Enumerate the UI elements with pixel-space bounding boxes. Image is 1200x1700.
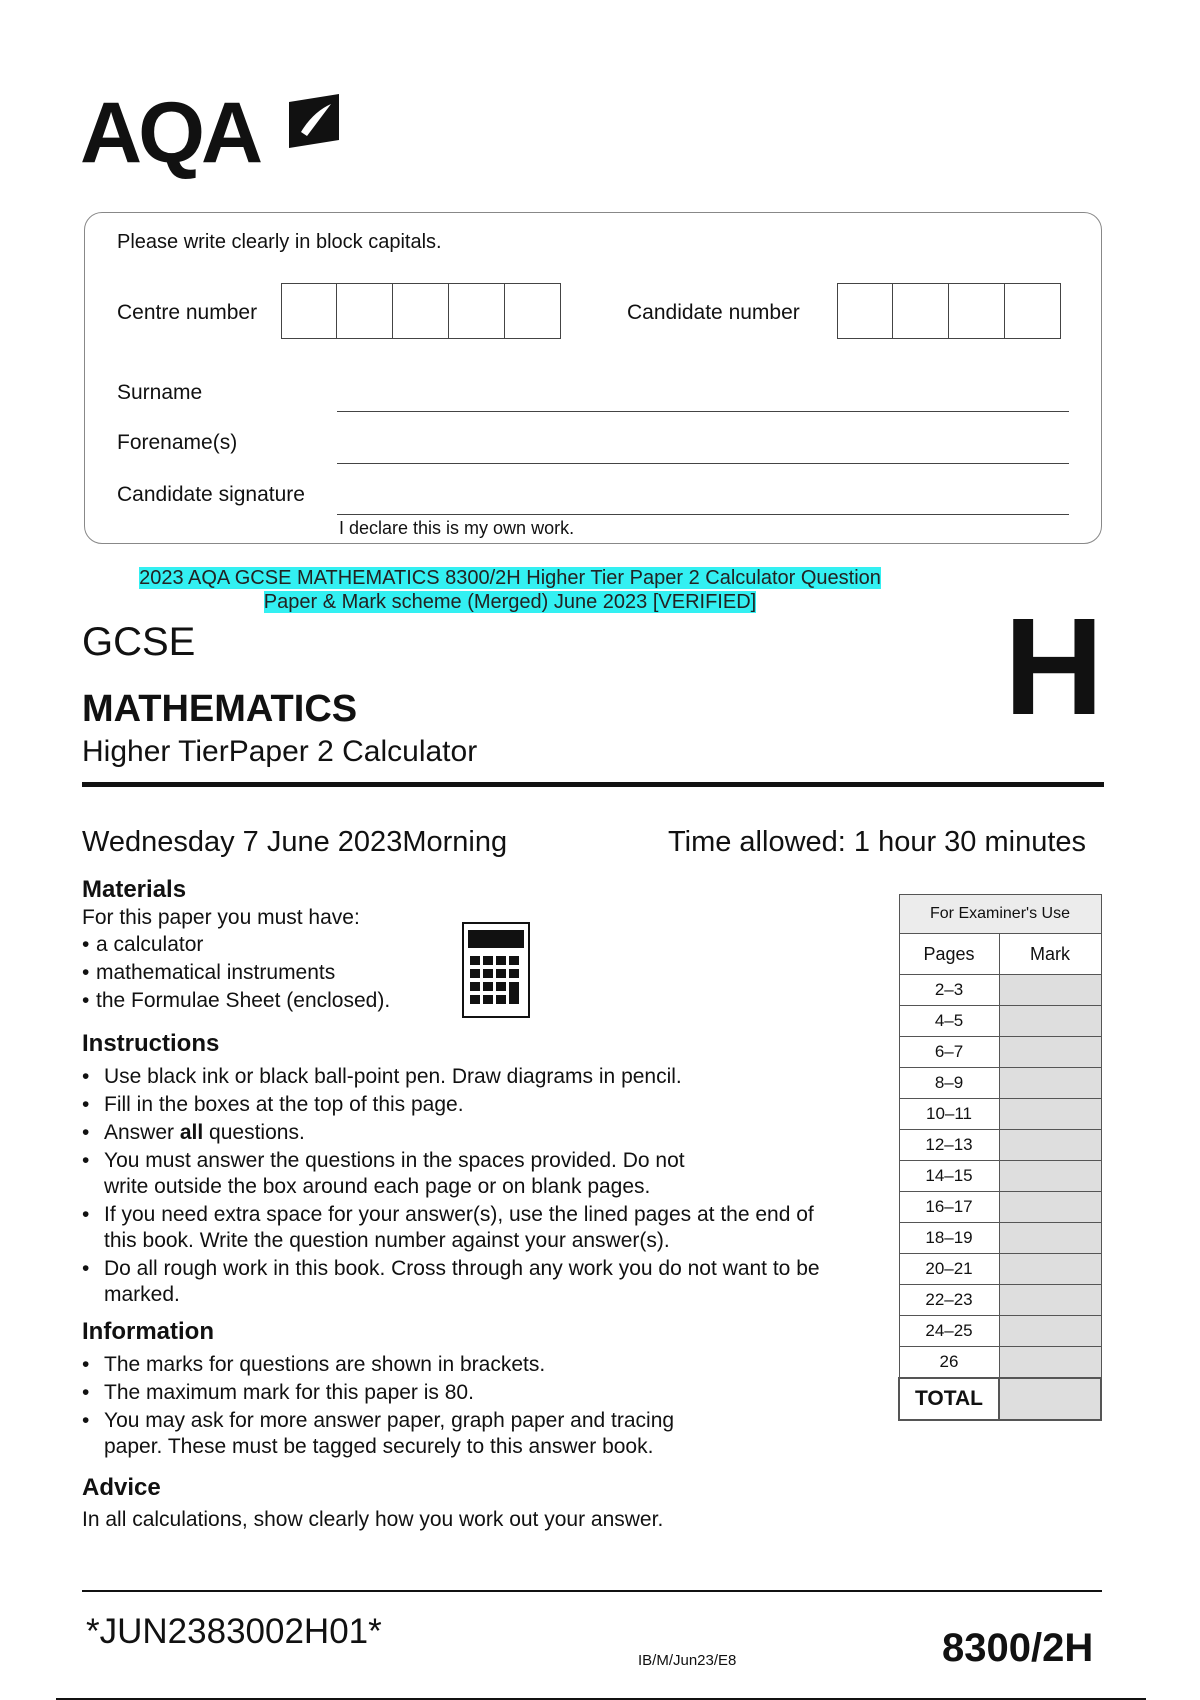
candidate-number-boxes — [837, 283, 1061, 339]
table-row — [899, 975, 1101, 1006]
pages-cell: 14–15 — [899, 1161, 999, 1192]
qualification-heading: GCSE — [82, 620, 196, 664]
advice-heading: Advice — [82, 1474, 161, 1501]
pages-cell: 16–17 — [899, 1192, 999, 1223]
information-item: • The marks for questions are shown in brackets. — [82, 1352, 722, 1378]
table-row — [899, 1254, 1101, 1285]
mark-cell[interactable] — [999, 1316, 1101, 1347]
barcode-text: *JUN2383002H01* — [86, 1612, 382, 1651]
centre-number-cell[interactable] — [449, 283, 505, 339]
aqa-logo-mark-icon — [285, 92, 343, 150]
table-row — [899, 1347, 1101, 1379]
information-item: • You may ask for more answer paper, graph paper and tracing paper. These must be tagged securely to this answer book. — [82, 1408, 722, 1460]
table-row — [899, 1006, 1101, 1037]
table-row — [899, 1037, 1101, 1068]
pages-cell: 20–21 — [899, 1254, 999, 1285]
examiner-use-table — [898, 894, 1102, 1421]
mark-cell[interactable] — [999, 1347, 1101, 1379]
centre-number-label: Centre number — [117, 301, 258, 324]
pages-cell: 26 — [899, 1347, 999, 1379]
examiner-table-title: For Examiner's Use — [899, 895, 1101, 934]
tier-letter: H — [1004, 590, 1104, 744]
mark-cell[interactable] — [999, 1161, 1101, 1192]
table-row — [899, 1192, 1101, 1223]
banner-line-2: Paper & Mark scheme (Merged) June 2023 [VERIFIED] — [263, 591, 757, 613]
pages-cell: 12–13 — [899, 1130, 999, 1161]
table-row — [899, 1161, 1101, 1192]
candidate-details-box — [84, 212, 1102, 544]
centre-number-cell[interactable] — [393, 283, 449, 339]
forename-line[interactable] — [337, 463, 1069, 464]
pages-cell: 24–25 — [899, 1316, 999, 1347]
instruction-item: • Do all rough work in this book. Cross through any work you do not want to be marked. — [82, 1256, 842, 1308]
candidate-number-cell[interactable] — [837, 283, 893, 339]
mark-cell[interactable] — [999, 1285, 1101, 1316]
table-row — [899, 1223, 1101, 1254]
information-item: • The maximum mark for this paper is 80. — [82, 1380, 722, 1406]
paper-code: 8300/2H — [942, 1626, 1094, 1670]
mark-cell[interactable] — [999, 975, 1101, 1006]
highlighted-title-banner — [80, 566, 940, 614]
time-allowed: Time allowed: 1 hour 30 minutes — [668, 826, 1087, 858]
logo-text: AQA — [80, 85, 260, 181]
centre-number-cell[interactable] — [505, 283, 561, 339]
answer-prefix: Answer — [104, 1121, 180, 1144]
table-row — [899, 1099, 1101, 1130]
centre-number-cell[interactable] — [337, 283, 393, 339]
candidate-number-cell[interactable] — [893, 283, 949, 339]
pages-cell: 4–5 — [899, 1006, 999, 1037]
mark-cell[interactable] — [999, 1037, 1101, 1068]
answer-suffix: questions. — [203, 1121, 305, 1144]
mark-cell[interactable] — [999, 1223, 1101, 1254]
materials-heading: Materials — [82, 876, 187, 903]
centre-number-cell[interactable] — [281, 283, 337, 339]
materials-item: • the Formulae Sheet (enclosed). — [82, 988, 442, 1014]
materials-intro: For this paper you must have: — [82, 906, 360, 929]
instruction-item — [82, 1120, 842, 1146]
total-row — [899, 1378, 1101, 1420]
mark-cell[interactable] — [999, 1130, 1101, 1161]
signature-label: Candidate signature — [117, 483, 305, 506]
header-divider — [82, 782, 1104, 787]
surname-line[interactable] — [337, 411, 1069, 412]
total-label: TOTAL — [899, 1378, 999, 1420]
table-row — [899, 1130, 1101, 1161]
table-row — [899, 1285, 1101, 1316]
instruction-item: • If you need extra space for your answer(s), use the lined pages at the end of this book. Write the question number against your answer(s). — [82, 1202, 842, 1254]
instructions-heading: Instructions — [82, 1030, 220, 1057]
declaration-text: I declare this is my own work. — [339, 518, 575, 538]
calculator-icon — [462, 922, 530, 1018]
mark-cell[interactable] — [999, 1099, 1101, 1130]
pages-cell: 2–3 — [899, 975, 999, 1006]
forename-label: Forename(s) — [117, 431, 238, 454]
centre-number-boxes — [281, 283, 561, 339]
materials-item: • mathematical instruments — [82, 960, 442, 986]
pages-cell: 6–7 — [899, 1037, 999, 1068]
information-heading: Information — [82, 1318, 214, 1345]
exam-date: Wednesday 7 June 2023Morning — [82, 826, 508, 858]
materials-item: • a calculator — [82, 932, 442, 958]
table-row — [899, 1068, 1101, 1099]
reference-code: IB/M/Jun23/E8 — [638, 1652, 737, 1669]
aqa-logo — [80, 85, 350, 188]
advice-text: In all calculations, show clearly how you work out your answer. — [82, 1508, 664, 1531]
mark-cell[interactable] — [999, 1254, 1101, 1285]
instruction-item: • Use black ink or black ball-point pen. Draw diagrams in pencil. — [82, 1064, 842, 1090]
pages-cell: 18–19 — [899, 1223, 999, 1254]
pages-column-header: Pages — [899, 934, 999, 975]
mark-column-header: Mark — [999, 934, 1101, 975]
information-list — [82, 1352, 722, 1462]
instruction-item: • Fill in the boxes at the top of this page. — [82, 1092, 842, 1118]
mark-cell[interactable] — [999, 1192, 1101, 1223]
surname-label: Surname — [117, 381, 203, 404]
signature-line[interactable] — [337, 514, 1069, 515]
total-mark-cell[interactable] — [999, 1378, 1101, 1420]
instructions-list — [82, 1064, 842, 1310]
instruction-item: • You must answer the questions in the spaces provided. Do not write outside the box around each page or on blank pages. — [82, 1148, 842, 1200]
candidate-number-label: Candidate number — [627, 301, 800, 324]
candidate-number-cell[interactable] — [949, 283, 1005, 339]
banner-line-1: 2023 AQA GCSE MATHEMATICS 8300/2H Higher Tier Paper 2 Calculator Question — [139, 567, 881, 589]
pages-cell: 8–9 — [899, 1068, 999, 1099]
candidate-number-cell[interactable] — [1005, 283, 1061, 339]
answer-bold: all — [179, 1121, 204, 1144]
pages-cell: 22–23 — [899, 1285, 999, 1316]
block-capitals-instruction: Please write clearly in block capitals. — [117, 231, 442, 253]
mark-cell[interactable] — [999, 1068, 1101, 1099]
materials-list — [82, 932, 442, 1016]
footer-divider — [82, 1590, 1102, 1592]
subject-heading: MATHEMATICS — [82, 688, 358, 730]
table-row — [899, 1316, 1101, 1347]
mark-cell[interactable] — [999, 1006, 1101, 1037]
tier-heading: Higher TierPaper 2 Calculator — [82, 735, 478, 768]
pages-cell: 10–11 — [899, 1099, 999, 1130]
